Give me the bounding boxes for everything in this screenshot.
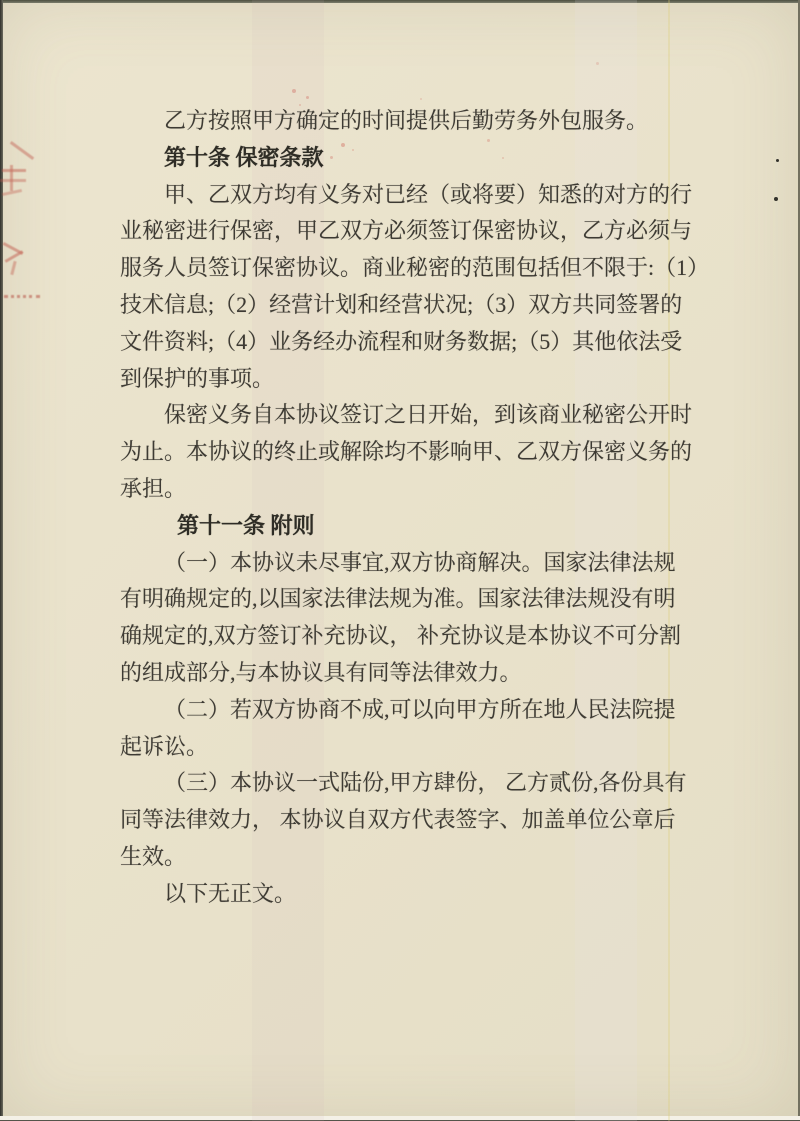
- scan-edge-top: [0, 0, 800, 3]
- text-line: （三）本协议一式陆份,甲方肆份， 乙方贰份,各份具有: [164, 770, 687, 796]
- text-line: 确规定的,双方签订补充协议， 补充协议是本协议不可分割: [120, 623, 682, 649]
- text-line: 服务人员签订保密协议。商业秘密的范围包括但不限于:（1）: [120, 255, 710, 281]
- red-ink-speckle: [306, 96, 309, 99]
- text-line: 保密义务自本协议签订之日开始，到该商业秘密公开时: [164, 402, 693, 428]
- text-line: 起诉讼。: [120, 733, 209, 759]
- text-line: 到保护的事项。: [120, 365, 275, 391]
- red-ink-speckle: [420, 98, 422, 100]
- text-line: 甲、乙双方均有义务对已经（或将要）知悉的对方的行: [164, 181, 693, 207]
- red-stamp-remnant: [0, 143, 46, 311]
- ink-dot: [774, 197, 778, 201]
- text-line: 以下无正文。: [164, 880, 297, 906]
- scan-edge-left: [0, 0, 3, 1121]
- document-text: [120, 103, 710, 913]
- clause-heading-line: 第十条 保密条款: [164, 144, 324, 170]
- text-line: 的组成部分,与本协议具有同等法律效力。: [120, 659, 522, 685]
- red-ink-speckle: [596, 62, 599, 65]
- text-line: 承担。: [120, 475, 187, 501]
- text-line: 技术信息;（2）经营计划和经营状况;（3）双方共同签署的: [120, 291, 683, 317]
- text-line: （二）若双方协商不成,可以向甲方所在地人民法院提: [164, 696, 676, 722]
- text-line: 有明确规定的,以国家法律法规为准。国家法律法规没有明: [120, 586, 676, 612]
- red-ink-speckle: [292, 89, 296, 93]
- text-line: 文件资料;（4）业务经办流程和财务数据;（5）其他依法受: [120, 328, 683, 354]
- text-line: 乙方按照甲方确定的时间提供后勤劳务外包服务。: [164, 108, 649, 133]
- text-line: 生效。: [120, 843, 187, 869]
- text-line: 同等法律效力， 本协议自双方代表签字、加盖单位公章后: [120, 807, 676, 833]
- ink-dot: [776, 159, 779, 162]
- text-line: （一）本协议未尽事宜,双方协商解决。国家法律法规: [164, 549, 676, 575]
- text-line: 业秘密进行保密，甲乙双方必须签订保密协议，乙方必须与: [120, 218, 693, 244]
- clause-heading-line: 第十一条 附则: [177, 512, 315, 538]
- text-line: 为止。本协议的终止或解除均不影响甲、乙双方保密义务的: [120, 439, 693, 465]
